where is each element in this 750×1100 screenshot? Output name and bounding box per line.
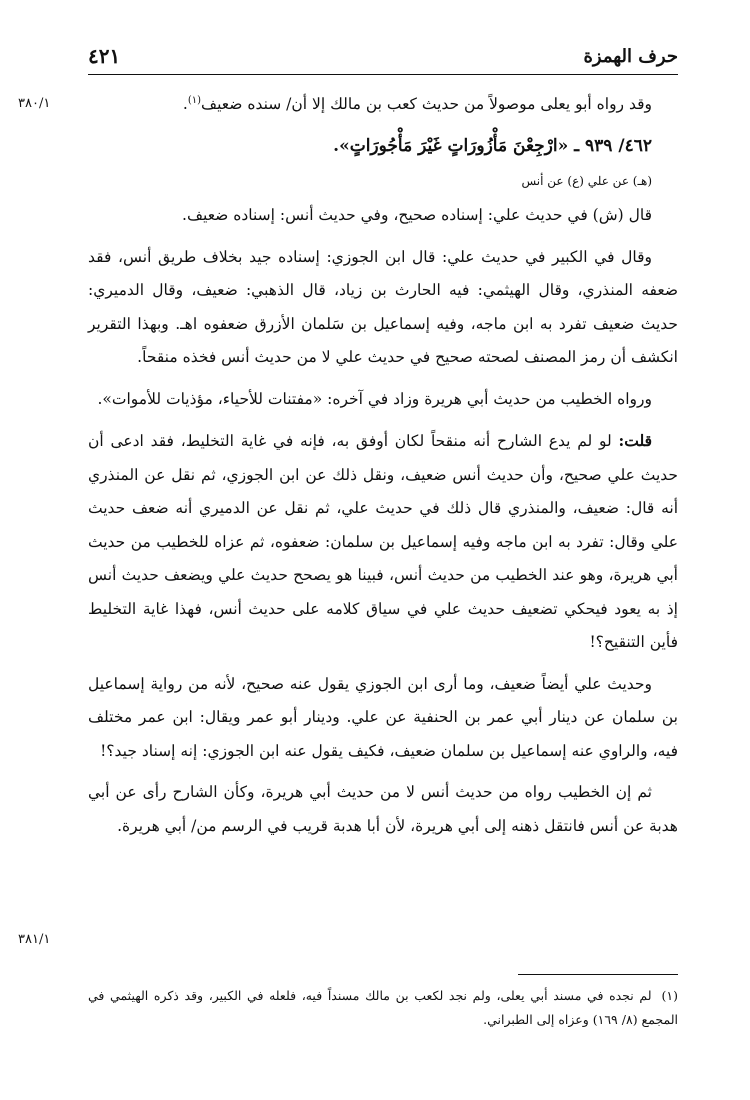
paragraph: وقال في الكبير في حديث علي: قال ابن الجوزي: إسناده جيد بخلاف طريق أنس، فقد ضعفه المنذري، وقال الهيثمي: فيه الحارث بن زياد، قال الذهبي: ضعيف، وقال الدميري: حديث ضعيف تفرد به ابن ماجه، وفيه إسماعيل بن سَلمان الأزرق ضعفوه اهـ. وبهذا التقرير انكشف أن رمز المصنف لصحته صحيح في حديث علي لا من حديث أنس فخذه منقحاً. [88, 247, 678, 366]
page-header [88, 40, 678, 75]
footnote [88, 984, 678, 1032]
footnote-divider [518, 974, 678, 975]
main-text [88, 88, 678, 851]
margin-reference: ٣٨٠/١ [18, 96, 51, 111]
section-title: حرف الهمزة [583, 46, 678, 67]
footnote-text: لم نجده في مسند أبي يعلى، ولم نجد لكعب بن مالك مسنداً فيه، فلعله في الكبير، وقد ذكره الهيثمي في المجمع (٨/ ١٦٩) وعزاه إلى الطبراني. [88, 988, 678, 1027]
paragraph: قال (ش) في حديث علي: إسناده صحيح، وفي حديث أنس: إسناده ضعيف. [182, 206, 652, 224]
paragraph: ثم إن الخطيب رواه من حديث أنس لا من حديث أبي هريرة، وكأن الشارح رأى عن أبي هدبة عن أنس فانتقل ذهنه إلى أبي هريرة، لأن أبا هدبة قريب في الرسم من/ أبي هريرة. [88, 783, 678, 835]
paragraph: وقد رواه أبو يعلى موصولاً من حديث كعب بن مالك إلا أن/ سنده ضعيف$^{(١)}$. [182, 94, 652, 113]
paragraph: قلت: لو لم يدع الشارح أنه منقحاً لكان أوفق به، فإنه في غاية التخليط، فقد ادعى أن حديث علي صحيح، وأن حديث أنس ضعيف، ونقل ذلك عن ابن الجوزي، ثم نقل عن المنذري أنه قال: ضعيف، والمنذري قال ذلك في حديث علي، ثم نقل عن الدميري أنه ضعف حديث علي وقال: تفرد به ابن ماجه وفيه إسماعيل بن سلمان: ضعفوه، ثم عزاه للخطيب من حديث أبي هريرة، وهو عند الخطيب من حديث أنس، فبينا هو يصحح حديث علي ويضعف حديث أنس إذ به يعود فيحكي تضعيف حديث علي في سياق كلامه على حديث أنس، فهذا غاية التخليط فأين التنقيح؟! [88, 431, 678, 651]
margin-reference: ٣٨١/١ [18, 932, 51, 947]
hadith-title: ٤٦٢/ ٩٣٩ ـ «ارْجِعْنَ مَأْزُورَاتٍ غَيْرَ مَأْجُورَاتٍ». [333, 135, 652, 156]
qultu-label: قلت: [618, 431, 652, 450]
hadith-source-line: (هـ) عن علي (ع) عن أنس [521, 174, 652, 188]
page-number: ٤٢١ [88, 44, 121, 68]
footnote-marker[interactable]: (١) [187, 94, 202, 106]
paragraph: وحديث علي أيضاً ضعيف، وما أرى ابن الجوزي يقول عنه صحيح، لأنه من رواية إسماعيل بن سلمان عن دينار أبي عمر بن الحنفية عن علي. ودينار أبو عمر ويقال: ابن عمر مختلف فيه، والراوي عنه إسماعيل بن سلمان ضعيف، فكيف يقول عنه ابن الجوزي: إنه إسناد جيد؟! [88, 674, 678, 760]
footnote-number: (١) [661, 988, 678, 1003]
paragraph: ورواه الخطيب من حديث أبي هريرة وزاد في آخره: «مفتنات للأحياء، مؤذيات للأموات». [97, 389, 652, 408]
